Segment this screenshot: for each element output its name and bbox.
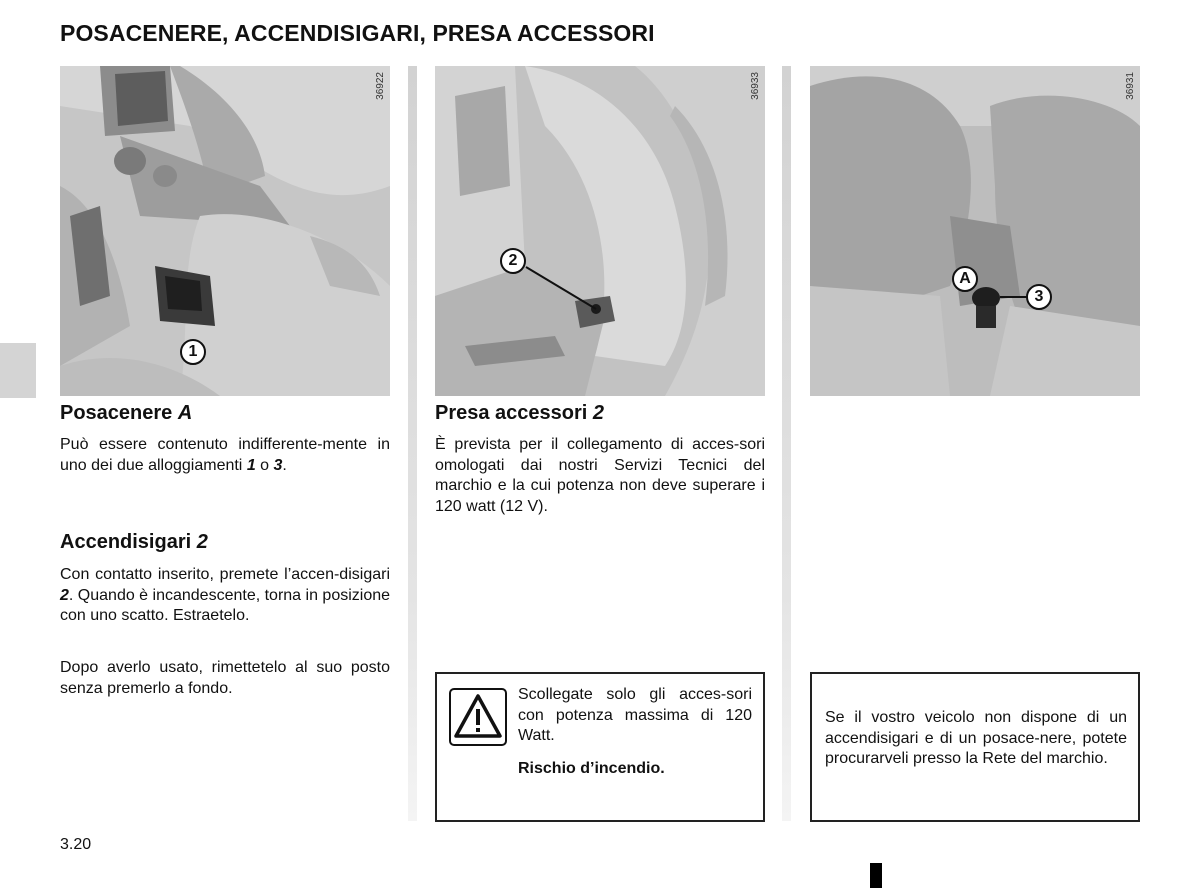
warning-emphasis: Rischio d’incendio. [518, 760, 665, 777]
photo-seats-socket [810, 66, 1140, 396]
callout-marker: 2 [500, 248, 526, 274]
image-reference-code: 36922 [375, 72, 386, 100]
paragraph-accessory-socket: È prevista per il collegamento di acces-sori omologati dai nostri Servizi Tecnici del marchio e la cui potenza non deve superare i 120 watt (12 V). [435, 436, 765, 515]
page-number: 3.20 [60, 836, 92, 853]
note-text: Se il vostro veicolo non dispone di un accendisigari e di un posace-nere, potete procurarveli presso la Rete del marchio. [825, 709, 1127, 767]
column-divider [782, 66, 791, 821]
callout-leader-line [1000, 294, 1030, 304]
image-reference-code: 36931 [1125, 72, 1136, 100]
column-divider [408, 66, 417, 821]
warning-text: Scollegate solo gli acces-sori con potenza massima di 120 Watt. [518, 686, 752, 744]
heading-cigarette-lighter: Accendisigari 2 [60, 531, 208, 553]
heading-accessory-socket: Presa accessori 2 [435, 402, 605, 424]
photo-accessory-socket [435, 66, 765, 396]
note-box [810, 672, 1140, 822]
callout-marker: 1 [180, 339, 206, 365]
paragraph-ashtray: Può essere contenuto indifferente-mente in uno dei due alloggiamenti 1 o 3. [60, 436, 390, 474]
paragraph-cigarette-lighter: Con contatto inserito, premete l’accen-disigari 2. Quando è incandescente, torna in posizione con uno scatto. Estraetelo. [60, 566, 391, 624]
paragraph-lighter-usage: Dopo averlo usato, rimettetelo al suo posto senza premerlo a fondo. [60, 659, 390, 697]
warning-box [435, 672, 765, 822]
image-reference-code: 36933 [750, 72, 761, 100]
section-tab [0, 343, 36, 398]
photo-ashtray [60, 66, 390, 396]
warning-triangle-icon [449, 688, 507, 746]
page-title: POSACENERE, ACCENDISIGARI, PRESA ACCESSORI [60, 20, 655, 46]
callout-leader-line [524, 265, 604, 315]
callout-marker: 3 [1026, 284, 1052, 310]
print-edge-mark [870, 863, 882, 888]
callout-marker: A [952, 266, 978, 292]
heading-ashtray: Posacenere A [60, 402, 193, 424]
